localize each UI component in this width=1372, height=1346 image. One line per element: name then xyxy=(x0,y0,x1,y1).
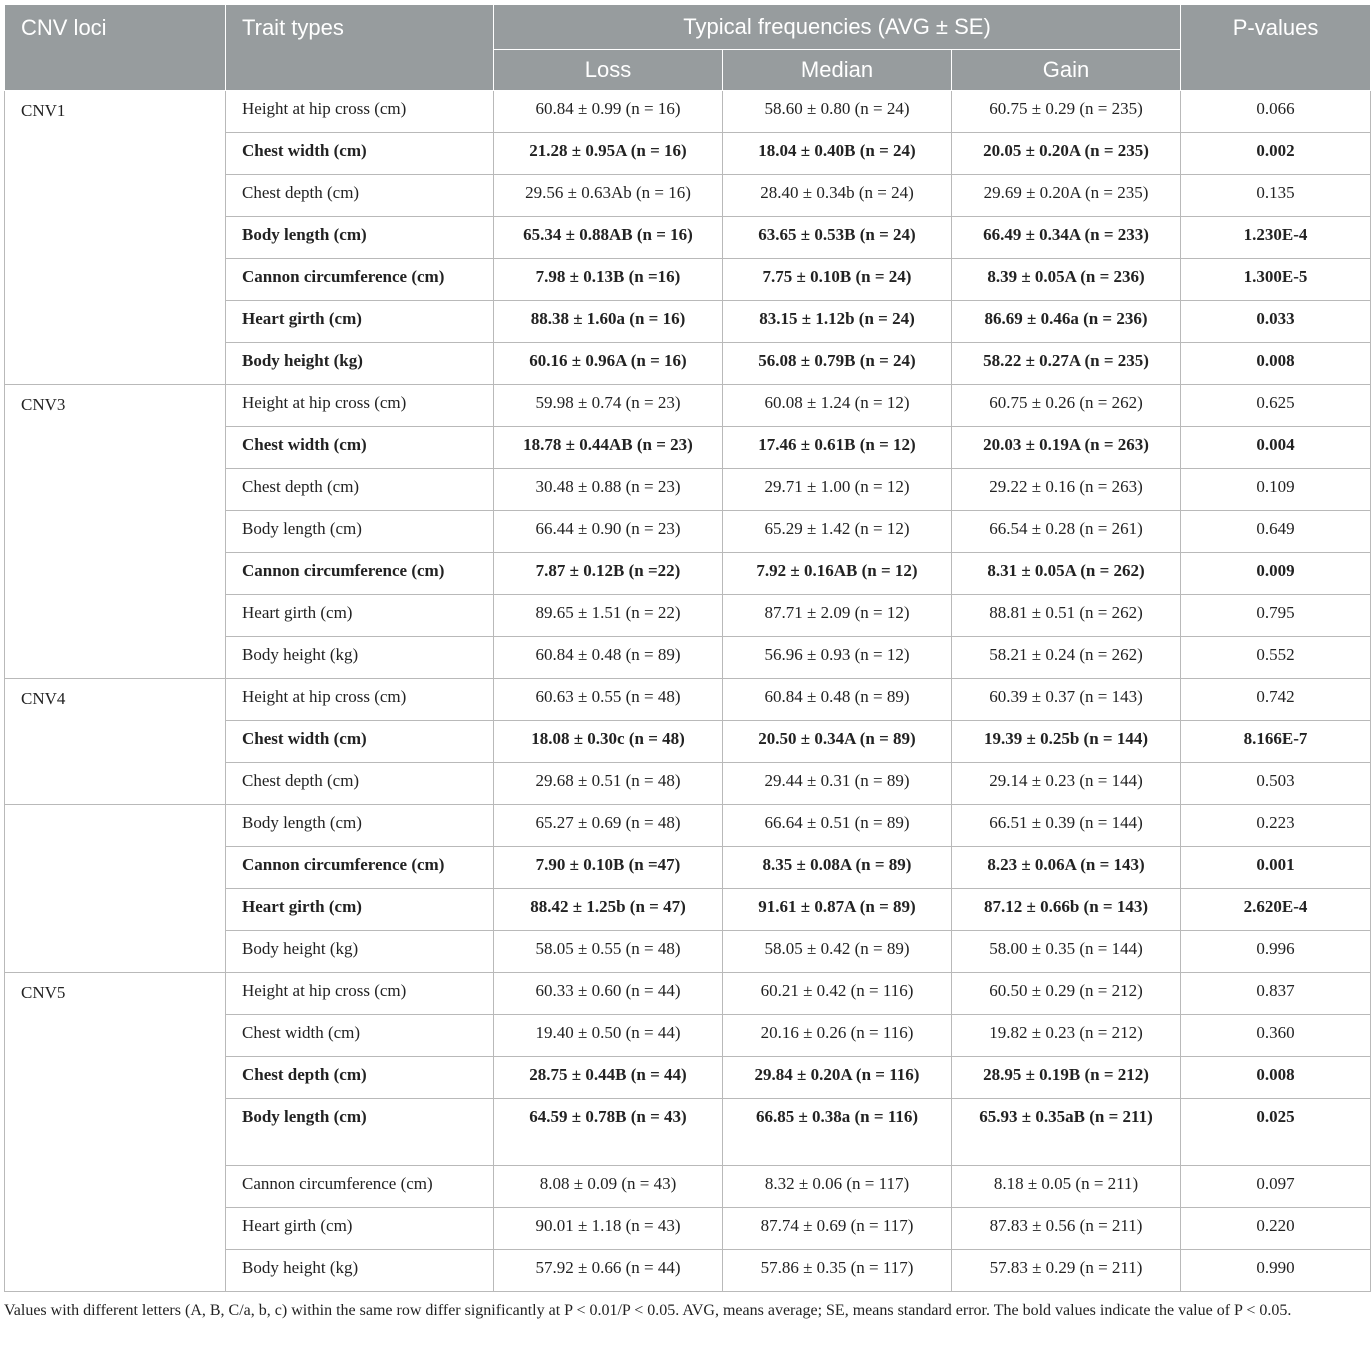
median-cell: 18.04 ± 0.40B (n = 24) xyxy=(723,133,952,175)
gain-cell: 19.82 ± 0.23 (n = 212) xyxy=(952,1015,1181,1057)
median-cell: 91.61 ± 0.87A (n = 89) xyxy=(723,889,952,931)
p-value-cell: 0.033 xyxy=(1181,301,1371,343)
loss-cell: 88.38 ± 1.60a (n = 16) xyxy=(494,301,723,343)
median-cell: 29.44 ± 0.31 (n = 89) xyxy=(723,763,952,805)
p-value-cell: 0.990 xyxy=(1181,1250,1371,1292)
trait-cell: Chest width (cm) xyxy=(226,133,494,175)
loss-cell: 88.42 ± 1.25b (n = 47) xyxy=(494,889,723,931)
p-value-cell: 0.996 xyxy=(1181,931,1371,973)
loss-cell: 18.78 ± 0.44AB (n = 23) xyxy=(494,427,723,469)
median-cell: 20.50 ± 0.34A (n = 89) xyxy=(723,721,952,763)
median-cell: 20.16 ± 0.26 (n = 116) xyxy=(723,1015,952,1057)
median-cell: 66.64 ± 0.51 (n = 89) xyxy=(723,805,952,847)
median-cell: 28.40 ± 0.34b (n = 24) xyxy=(723,175,952,217)
table-row xyxy=(5,805,1371,847)
median-cell: 8.35 ± 0.08A (n = 89) xyxy=(723,847,952,889)
trait-cell: Cannon circumference (cm) xyxy=(226,259,494,301)
median-cell: 58.05 ± 0.42 (n = 89) xyxy=(723,931,952,973)
header-trait-types: Trait types xyxy=(226,5,494,91)
table-footnote: Values with different letters (A, B, C/a, b, c) within the same row differ significantly at P < 0.01/P < 0.05. AVG, means average; SE, means standard error. The bold values indicate the value of P < 0.05. xyxy=(4,1302,1292,1319)
gain-cell: 8.39 ± 0.05A (n = 236) xyxy=(952,259,1181,301)
table-row xyxy=(5,679,1371,721)
loss-cell: 59.98 ± 0.74 (n = 23) xyxy=(494,385,723,427)
trait-cell: Body length (cm) xyxy=(226,217,494,259)
p-value-cell: 0.008 xyxy=(1181,1057,1371,1099)
p-value-cell: 0.135 xyxy=(1181,175,1371,217)
median-cell: 66.85 ± 0.38a (n = 116) xyxy=(723,1099,952,1166)
gain-cell: 19.39 ± 0.25b (n = 144) xyxy=(952,721,1181,763)
trait-cell: Body length (cm) xyxy=(226,805,494,847)
loss-cell: 65.27 ± 0.69 (n = 48) xyxy=(494,805,723,847)
p-value-cell: 8.166E-7 xyxy=(1181,721,1371,763)
loss-cell: 8.08 ± 0.09 (n = 43) xyxy=(494,1166,723,1208)
median-cell: 58.60 ± 0.80 (n = 24) xyxy=(723,91,952,133)
gain-cell: 65.93 ± 0.35aB (n = 211) xyxy=(952,1099,1181,1166)
gain-cell: 8.23 ± 0.06A (n = 143) xyxy=(952,847,1181,889)
cnv-locus-cell: CNV5 xyxy=(5,973,226,1292)
loss-cell: 29.56 ± 0.63Ab (n = 16) xyxy=(494,175,723,217)
table-row xyxy=(5,91,1371,133)
header-median: Median xyxy=(723,50,952,91)
header-cnv-loci: CNV loci xyxy=(5,5,226,91)
p-value-cell: 0.360 xyxy=(1181,1015,1371,1057)
gain-cell: 87.83 ± 0.56 (n = 211) xyxy=(952,1208,1181,1250)
trait-cell: Body height (kg) xyxy=(226,931,494,973)
p-value-cell: 0.795 xyxy=(1181,595,1371,637)
gain-cell: 66.54 ± 0.28 (n = 261) xyxy=(952,511,1181,553)
trait-cell: Body height (kg) xyxy=(226,1250,494,1292)
table-row xyxy=(5,973,1371,1015)
median-cell: 29.71 ± 1.00 (n = 12) xyxy=(723,469,952,511)
trait-cell: Chest depth (cm) xyxy=(226,175,494,217)
trait-cell: Chest depth (cm) xyxy=(226,469,494,511)
loss-cell: 90.01 ± 1.18 (n = 43) xyxy=(494,1208,723,1250)
gain-cell: 20.05 ± 0.20A (n = 235) xyxy=(952,133,1181,175)
median-cell: 65.29 ± 1.42 (n = 12) xyxy=(723,511,952,553)
median-cell: 57.86 ± 0.35 (n = 117) xyxy=(723,1250,952,1292)
p-value-cell: 0.004 xyxy=(1181,427,1371,469)
cnv-locus-cell: CNV4 xyxy=(5,679,226,805)
gain-cell: 88.81 ± 0.51 (n = 262) xyxy=(952,595,1181,637)
gain-cell: 58.21 ± 0.24 (n = 262) xyxy=(952,637,1181,679)
p-value-cell: 0.025 xyxy=(1181,1099,1371,1166)
loss-cell: 19.40 ± 0.50 (n = 44) xyxy=(494,1015,723,1057)
trait-cell: Cannon circumference (cm) xyxy=(226,847,494,889)
trait-cell: Heart girth (cm) xyxy=(226,301,494,343)
p-value-cell: 0.220 xyxy=(1181,1208,1371,1250)
gain-cell: 57.83 ± 0.29 (n = 211) xyxy=(952,1250,1181,1292)
trait-cell: Cannon circumference (cm) xyxy=(226,553,494,595)
p-value-cell: 0.001 xyxy=(1181,847,1371,889)
trait-cell: Chest depth (cm) xyxy=(226,763,494,805)
loss-cell: 89.65 ± 1.51 (n = 22) xyxy=(494,595,723,637)
loss-cell: 28.75 ± 0.44B (n = 44) xyxy=(494,1057,723,1099)
p-value-cell: 0.009 xyxy=(1181,553,1371,595)
cnv-locus-cell: CNV3 xyxy=(5,385,226,679)
gain-cell: 8.31 ± 0.05A (n = 262) xyxy=(952,553,1181,595)
median-cell: 63.65 ± 0.53B (n = 24) xyxy=(723,217,952,259)
median-cell: 7.92 ± 0.16AB (n = 12) xyxy=(723,553,952,595)
gain-cell: 60.75 ± 0.29 (n = 235) xyxy=(952,91,1181,133)
median-cell: 56.96 ± 0.93 (n = 12) xyxy=(723,637,952,679)
median-cell: 56.08 ± 0.79B (n = 24) xyxy=(723,343,952,385)
loss-cell: 60.63 ± 0.55 (n = 48) xyxy=(494,679,723,721)
p-value-cell: 0.223 xyxy=(1181,805,1371,847)
trait-cell: Height at hip cross (cm) xyxy=(226,91,494,133)
loss-cell: 7.87 ± 0.12B (n =22) xyxy=(494,553,723,595)
p-value-cell: 0.503 xyxy=(1181,763,1371,805)
median-cell: 29.84 ± 0.20A (n = 116) xyxy=(723,1057,952,1099)
cnv-locus-cell xyxy=(5,805,226,973)
p-value-cell: 0.097 xyxy=(1181,1166,1371,1208)
p-value-cell: 0.625 xyxy=(1181,385,1371,427)
p-value-cell: 0.008 xyxy=(1181,343,1371,385)
p-value-cell: 0.837 xyxy=(1181,973,1371,1015)
header-gain: Gain xyxy=(952,50,1181,91)
gain-cell: 29.22 ± 0.16 (n = 263) xyxy=(952,469,1181,511)
gain-cell: 86.69 ± 0.46a (n = 236) xyxy=(952,301,1181,343)
gain-cell: 60.75 ± 0.26 (n = 262) xyxy=(952,385,1181,427)
loss-cell: 60.84 ± 0.48 (n = 89) xyxy=(494,637,723,679)
trait-cell: Heart girth (cm) xyxy=(226,595,494,637)
header-p-values: P-values xyxy=(1181,5,1371,91)
gain-cell: 60.50 ± 0.29 (n = 212) xyxy=(952,973,1181,1015)
gain-cell: 29.14 ± 0.23 (n = 144) xyxy=(952,763,1181,805)
trait-cell: Body length (cm) xyxy=(226,511,494,553)
gain-cell: 29.69 ± 0.20A (n = 235) xyxy=(952,175,1181,217)
p-value-cell: 0.552 xyxy=(1181,637,1371,679)
p-value-cell: 0.066 xyxy=(1181,91,1371,133)
cnv-locus-cell: CNV1 xyxy=(5,91,226,385)
median-cell: 87.71 ± 2.09 (n = 12) xyxy=(723,595,952,637)
loss-cell: 18.08 ± 0.30c (n = 48) xyxy=(494,721,723,763)
trait-cell: Chest width (cm) xyxy=(226,1015,494,1057)
p-value-cell: 1.300E-5 xyxy=(1181,259,1371,301)
median-cell: 60.21 ± 0.42 (n = 116) xyxy=(723,973,952,1015)
loss-cell: 30.48 ± 0.88 (n = 23) xyxy=(494,469,723,511)
loss-cell: 60.33 ± 0.60 (n = 44) xyxy=(494,973,723,1015)
header-loss: Loss xyxy=(494,50,723,91)
loss-cell: 7.90 ± 0.10B (n =47) xyxy=(494,847,723,889)
median-cell: 83.15 ± 1.12b (n = 24) xyxy=(723,301,952,343)
median-cell: 8.32 ± 0.06 (n = 117) xyxy=(723,1166,952,1208)
trait-cell: Height at hip cross (cm) xyxy=(226,679,494,721)
median-cell: 60.08 ± 1.24 (n = 12) xyxy=(723,385,952,427)
cnv-association-table xyxy=(4,4,1371,1292)
loss-cell: 64.59 ± 0.78B (n = 43) xyxy=(494,1099,723,1166)
gain-cell: 87.12 ± 0.66b (n = 143) xyxy=(952,889,1181,931)
table-header xyxy=(5,5,1371,91)
trait-cell: Body length (cm) xyxy=(226,1099,494,1166)
loss-cell: 66.44 ± 0.90 (n = 23) xyxy=(494,511,723,553)
p-value-cell: 0.002 xyxy=(1181,133,1371,175)
p-value-cell: 1.230E-4 xyxy=(1181,217,1371,259)
trait-cell: Body height (kg) xyxy=(226,637,494,679)
gain-cell: 60.39 ± 0.37 (n = 143) xyxy=(952,679,1181,721)
gain-cell: 58.22 ± 0.27A (n = 235) xyxy=(952,343,1181,385)
p-value-cell: 0.649 xyxy=(1181,511,1371,553)
loss-cell: 65.34 ± 0.88AB (n = 16) xyxy=(494,217,723,259)
loss-cell: 7.98 ± 0.13B (n =16) xyxy=(494,259,723,301)
median-cell: 17.46 ± 0.61B (n = 12) xyxy=(723,427,952,469)
gain-cell: 28.95 ± 0.19B (n = 212) xyxy=(952,1057,1181,1099)
loss-cell: 60.84 ± 0.99 (n = 16) xyxy=(494,91,723,133)
loss-cell: 29.68 ± 0.51 (n = 48) xyxy=(494,763,723,805)
p-value-cell: 2.620E-4 xyxy=(1181,889,1371,931)
gain-cell: 8.18 ± 0.05 (n = 211) xyxy=(952,1166,1181,1208)
median-cell: 60.84 ± 0.48 (n = 89) xyxy=(723,679,952,721)
table-row xyxy=(5,385,1371,427)
trait-cell: Heart girth (cm) xyxy=(226,889,494,931)
p-value-cell: 0.109 xyxy=(1181,469,1371,511)
gain-cell: 20.03 ± 0.19A (n = 263) xyxy=(952,427,1181,469)
header-typical-frequencies: Typical frequencies (AVG ± SE) xyxy=(494,5,1181,50)
median-cell: 7.75 ± 0.10B (n = 24) xyxy=(723,259,952,301)
table-body xyxy=(5,91,1371,1292)
trait-cell: Chest width (cm) xyxy=(226,427,494,469)
loss-cell: 57.92 ± 0.66 (n = 44) xyxy=(494,1250,723,1292)
loss-cell: 60.16 ± 0.96A (n = 16) xyxy=(494,343,723,385)
trait-cell: Chest depth (cm) xyxy=(226,1057,494,1099)
trait-cell: Height at hip cross (cm) xyxy=(226,973,494,1015)
median-cell: 87.74 ± 0.69 (n = 117) xyxy=(723,1208,952,1250)
trait-cell: Height at hip cross (cm) xyxy=(226,385,494,427)
trait-cell: Heart girth (cm) xyxy=(226,1208,494,1250)
p-value-cell: 0.742 xyxy=(1181,679,1371,721)
gain-cell: 58.00 ± 0.35 (n = 144) xyxy=(952,931,1181,973)
gain-cell: 66.49 ± 0.34A (n = 233) xyxy=(952,217,1181,259)
gain-cell: 66.51 ± 0.39 (n = 144) xyxy=(952,805,1181,847)
trait-cell: Cannon circumference (cm) xyxy=(226,1166,494,1208)
trait-cell: Chest width (cm) xyxy=(226,721,494,763)
loss-cell: 21.28 ± 0.95A (n = 16) xyxy=(494,133,723,175)
trait-cell: Body height (kg) xyxy=(226,343,494,385)
loss-cell: 58.05 ± 0.55 (n = 48) xyxy=(494,931,723,973)
